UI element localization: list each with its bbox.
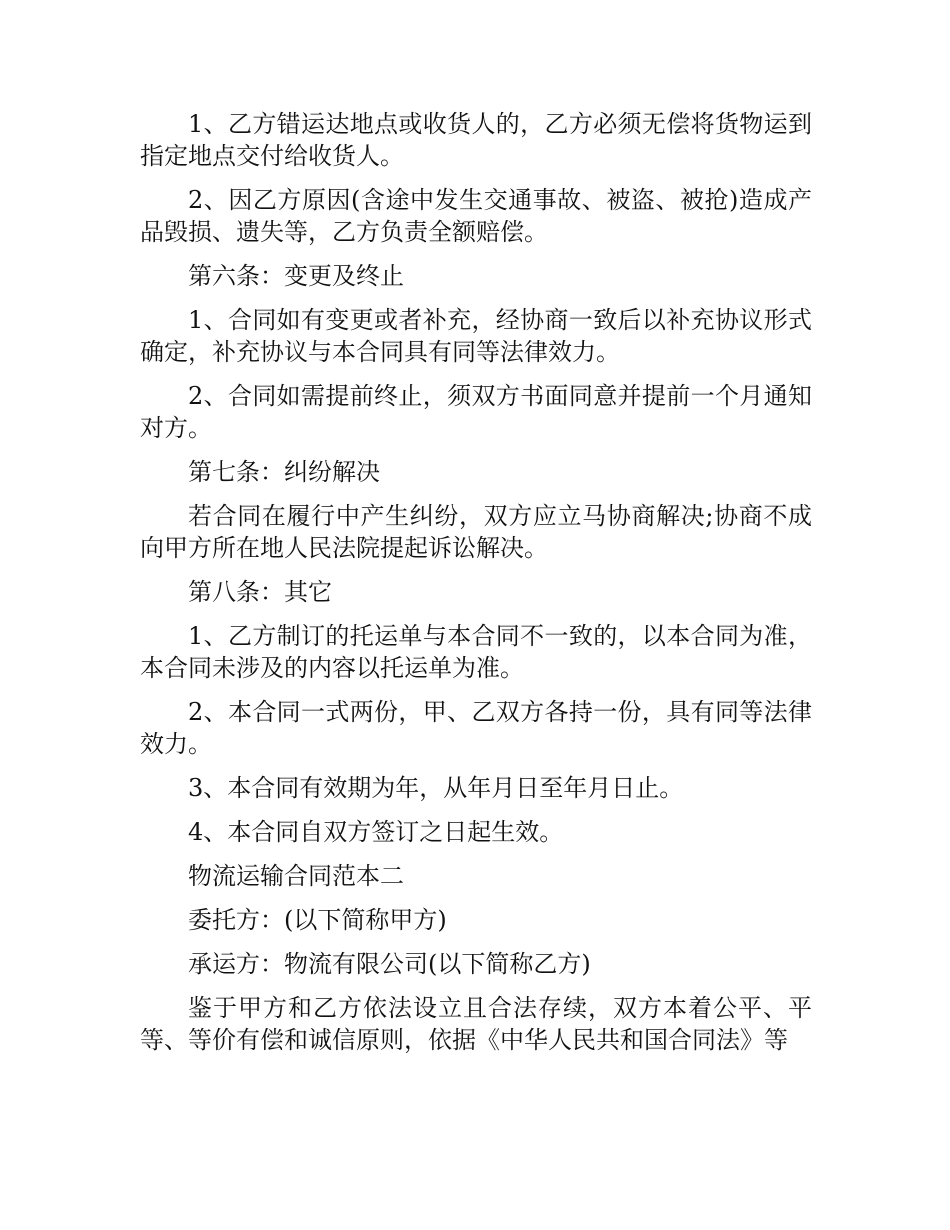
paragraph-clause-8-1: 1、乙方制订的托运单与本合同不一致的，以本合同为准，本合同未涉及的内容以托运单为准。 [140,622,812,682]
paragraph-clause-8-4: 4、本合同自双方签订之日起生效。 [188,818,564,846]
paragraph-clause-6-2: 2、合同如需提前终止，须双方书面同意并提前一个月通知对方。 [140,382,812,442]
document-body [140,108,812,1068]
paragraph-clause-5-1: 1、乙方错运达地点或收货人的，乙方必须无偿将货物运到指定地点交付给收货人。 [140,110,812,170]
section-title-template-2: 物流运输合同范本二 [188,862,404,890]
paragraph-clause-7: 若合同在履行中产生纠纷，双方应立马协商解决;协商不成向甲方所在地人民法院提起诉讼解决。 [140,502,812,562]
heading-article-8: 第八条：其它 [188,578,332,606]
party-b-line: 承运方：物流有限公司(以下简称乙方) [188,950,591,978]
paragraph-preamble: 鉴于甲方和乙方依法设立且合法存续，双方本着公平、平等、等价有偿和诚信原则，依据《中华人民共和国合同法》等 [140,994,812,1054]
paragraph-clause-6-1: 1、合同如有变更或者补充，经协商一致后以补充协议形式确定，补充协议与本合同具有同等法律效力。 [140,306,812,366]
party-a-line: 委托方：(以下简称甲方) [188,906,447,934]
paragraph-clause-5-2: 2、因乙方原因(含途中发生交通事故、被盗、被抢)造成产品毁损、遗失等，乙方负责全额赔偿。 [140,186,812,246]
paragraph-clause-8-3: 3、本合同有效期为年，从年月日至年月日止。 [188,774,684,802]
heading-article-7: 第七条：纠纷解决 [188,458,380,486]
paragraph-clause-8-2: 2、本合同一式两份，甲、乙双方各持一份，具有同等法律效力。 [140,698,812,758]
heading-article-6: 第六条：变更及终止 [188,262,404,290]
